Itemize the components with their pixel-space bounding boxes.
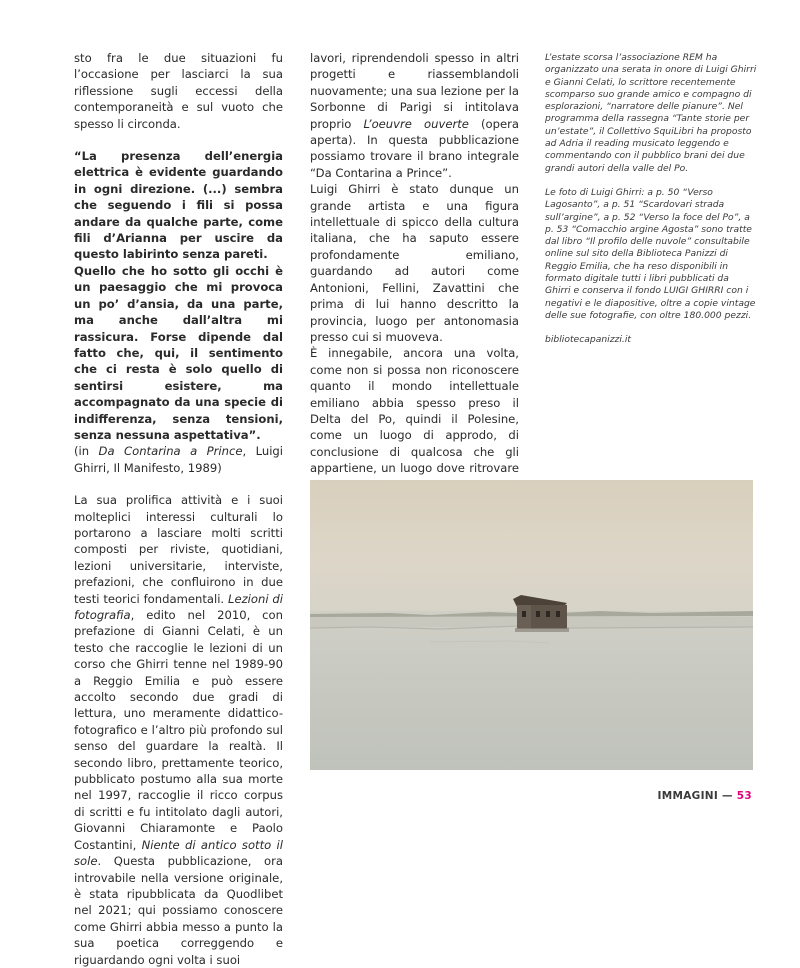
quote-citation: (in Da Contarina a Prince, Luigi Ghirri, Il Manifesto, 1989): [74, 444, 284, 475]
section-label: IMMAGINI —: [657, 790, 737, 802]
page-number: 53: [736, 790, 752, 802]
book-title: Lezioni di fotografia: [74, 591, 284, 622]
body-paragraph: lavori, riprendendoli spesso in altri progetti e riassemblandoli nuovamente; una sua lezione per la Sorbonne di Parigi si intitolava proprio L’oeuvre ouverte (opera aperta). In questa pubblicazione possiamo trovare il brano integrale “Da Contarina a Prince”.: [310, 51, 519, 180]
column-left: [74, 50, 283, 968]
book-title: Niente di antico sotto il sole: [74, 837, 284, 869]
body-paragraph: sto fra le due situazioni fu l’occasione per lasciarci la sua riflessione sugli eccessi della contemporaneità e sul vuoto che spesso li circonda.: [74, 51, 283, 131]
cited-title: Da Contarina a Prince: [98, 444, 243, 459]
work-title: L’oeuvre ouverte: [363, 116, 469, 131]
landscape-photo: [310, 480, 753, 770]
body-paragraph: È innegabile, ancora una volta, come non si possa non riconoscere quanto il mondo intellettuale emiliano abbia spesso preso il Delta del Po, quindi il Polesine, come un luogo di approdo, di conclusione di qualcosa che gli appartiene, un luogo dove ritrovare: [310, 346, 519, 476]
photo-credits: Le foto di Luigi Ghirri: a p. 50 “Verso Lagosanto”, a p. 51 “Scardovari strada sull’argine”, a p. 52 “Verso la foce del Po”, a p. 53 “Comacchio argine Agosta” sono tratte dal libro “Il profilo delle nuvole” consultabile online sul sito della Biblioteca Panizzi di Reggio Emilia, che ha reso disponibili in formato digitale tutti i libri pubblicati da Ghirri e conserva il fondo LUIGI GHIRRI con i negativi e le diapositive, oltre a copie vintage delle sue fotografie, con oltre 180.000 pezzi.: [545, 186, 756, 321]
sidebar-notes: [545, 52, 757, 347]
pull-quote: “La presenza dell’energia elettrica è evidente guardando in ogni direzione. (...) sembra che seguendo i fili si possa andare da qualche parte, come fili d’Arianna per uscire da questo labirinto senza pareti.: [74, 149, 283, 262]
note-paragraph: L’estate scorsa l’associazione REM ha organizzato una serata in onore di Luigi Ghirri e Gianni Celati, lo scrittore recentemente scomparso suo grande amico e compagno di esplorazioni, “narratore delle pianure”. Nel programma della rassegna “Tante storie per un’estate”, il Collettivo SquiLibri ha proposto ad Adria il reading musicato leggendo e commentando con il pubblico brani dei due grandi autori della valle del Po.: [545, 52, 757, 174]
body-paragraph: La sua prolifica attività e i suoi molteplici interessi culturali lo portarono a lasciare molti scritti composti per riviste, quotidiani, lezioni universitarie, interviste, prefazioni, che confluirono in due testi teorici fondamentali. Lezioni di fotografia, edito nel 2010, con prefazione di Gianni Celati, è un testo che raccoglie le lezioni di un corso che Ghirri tenne nel 1989-90 a Reggio Emilia e può essere accolto secondo due gradi di lettura, uno meramente didattico-fotografico e l’altro più profondo sul senso del guardare la realtà. Il secondo libro, prettamente teorico, pubblicato postumo alla sua morte nel 1997, raccoglie il ricco corpus di scritti e fu intitolato dagli autori, Giovanni Chiaramonte e Paolo Costantini, Niente di antico sotto il sole. Questa pubblicazione, ora introvabile nella versione originale, è stata ripubblicata da Quodlibet nel 2021; qui possiamo conoscere come Ghirri abbia messo a punto la sua poetica correggendo e riguardando ogni volta i suoi: [74, 493, 284, 967]
website-link[interactable]: bibliotecapanizzi.it: [545, 334, 631, 346]
body-paragraph: Luigi Ghirri è stato dunque un grande artista e una figura intellettuale di spicco della cultura italiana, che ha saputo essere profondamente emiliano, guardando ad autori come Antonioni, Fellini, Zavattini che prima di lui hanno descritto la provincia, luogo per antonomasia presso cui si muoveva.: [310, 182, 519, 344]
page-footer: [658, 790, 752, 802]
pull-quote: Quello che ho sotto gli occhi è un paesaggio che mi provoca un po’ d’ansia, da una parte, ma anche dall’altra mi rassicura. Forse dipende dal fatto che, qui, il sentimento che ci resta è solo quello di sentirsi esistere, ma accompagnato da una specie di indifferenza, senza tensioni, senza nessuna aspettativa”.: [74, 263, 283, 442]
